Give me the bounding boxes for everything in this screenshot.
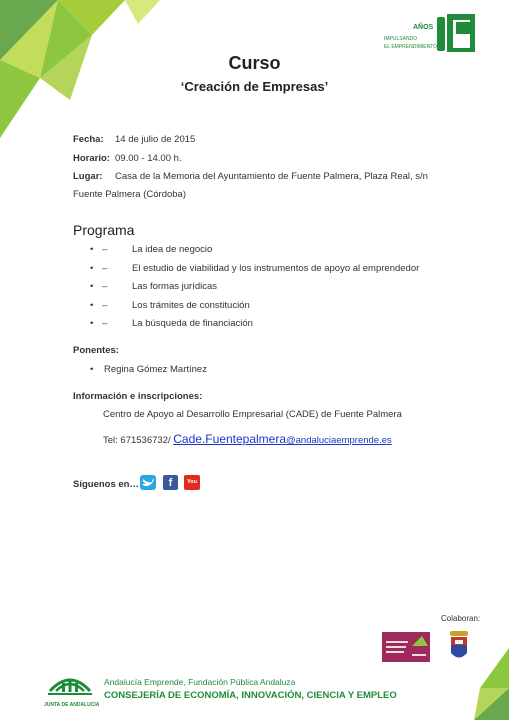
org-line2: CONSEJERÍA DE ECONOMÍA, INNOVACIÓN, CIENCIA Y EMPLEO [104, 690, 397, 701]
lugar-value-line1: Casa de la Memoria del Ayuntamiento de Fuente Palmera, Plaza Real, s/n [115, 171, 428, 182]
anniversary-line1: IMPULSANDO [384, 36, 418, 42]
course-subtitle: ‘Creación de Empresas’ [180, 79, 329, 94]
bullet-dash: – [102, 262, 108, 274]
list-item [90, 281, 490, 300]
centro-text: Centro de Apoyo al Desarrollo Empresarial (CADE) de Fuente Palmera [103, 409, 402, 420]
siguenos-label: Síguenos en… [73, 479, 139, 490]
list-item [90, 244, 490, 263]
org-line1: Andalucía Emprende, Fundación Pública Andaluza [104, 677, 296, 687]
facebook-icon[interactable]: f [163, 475, 178, 490]
email-part2: @andaluciaemprende.es [286, 435, 392, 446]
bullet-dot: • [90, 318, 94, 329]
cade-logo [382, 632, 430, 662]
programa-item-text: Las formas jurídicas [132, 281, 218, 292]
bullet-dot: • [90, 299, 94, 311]
junta-andalucia-logo [44, 665, 96, 701]
twitter-icon[interactable] [140, 475, 156, 490]
cade-logo-mark [382, 632, 430, 662]
contact-line [103, 432, 392, 446]
decorative-corner-triangles [462, 648, 509, 720]
bullet-dash: – [102, 244, 108, 255]
tel-text: Tel: 671536732/ [103, 435, 174, 446]
horario-row [73, 153, 182, 164]
bullet-dot: • [90, 281, 94, 292]
bullet-dash: – [102, 281, 108, 292]
lugar-row [73, 171, 428, 182]
list-item [90, 263, 490, 282]
bullet-dot: • [90, 262, 94, 274]
list-item [90, 364, 390, 378]
number-15-logo [437, 14, 475, 52]
fecha-label: Fecha: [73, 134, 104, 145]
ponentes-heading: Ponentes: [73, 345, 119, 356]
fecha-row [73, 134, 196, 145]
informacion-heading: Información e inscripciones: [73, 391, 203, 402]
page-title: Curso [228, 53, 281, 73]
ponente-name: Regina Gómez Martínez [104, 364, 207, 375]
bullet-dash: – [102, 318, 108, 329]
programa-item-text: La idea de negocio [132, 244, 213, 255]
anos-label: AÑOS [413, 24, 434, 31]
horario-value: 09.00 - 14.00 h. [115, 153, 182, 164]
anniversary-line2: EL EMPRENDIMIENTO [384, 44, 438, 50]
fecha-value: 14 de julio de 2015 [115, 134, 196, 145]
anniversary-logo [385, 14, 475, 54]
lugar-value-line2: Fuente Palmera (Córdoba) [73, 189, 186, 200]
list-item [90, 300, 490, 319]
programa-item-text: El estudio de viabilidad y los instrumentos de apoyo al emprendedor [132, 262, 420, 274]
colaboran-label: Colaboran: [441, 614, 481, 623]
programa-item-text: Los trámites de constitución [132, 299, 250, 311]
junta-label: JUNTA DE ANDALUCIA [44, 702, 100, 708]
email-part1: Cade.Fuentepalmera [173, 432, 286, 446]
youtube-icon[interactable] [184, 475, 200, 500]
bullet-dot: • [90, 364, 94, 375]
bullet-dot: • [90, 244, 94, 255]
programa-item-text: La búsqueda de financiación [132, 318, 253, 329]
bullet-dash: – [102, 299, 108, 311]
lugar-label: Lugar: [73, 171, 103, 182]
list-item [90, 318, 490, 337]
programa-heading: Programa [73, 222, 135, 238]
youtube-text: You Tube [185, 479, 199, 500]
programa-list [90, 244, 490, 337]
twitter-bird-icon [140, 475, 156, 490]
horario-label: Horario: [73, 153, 110, 164]
email-link[interactable] [173, 432, 392, 446]
